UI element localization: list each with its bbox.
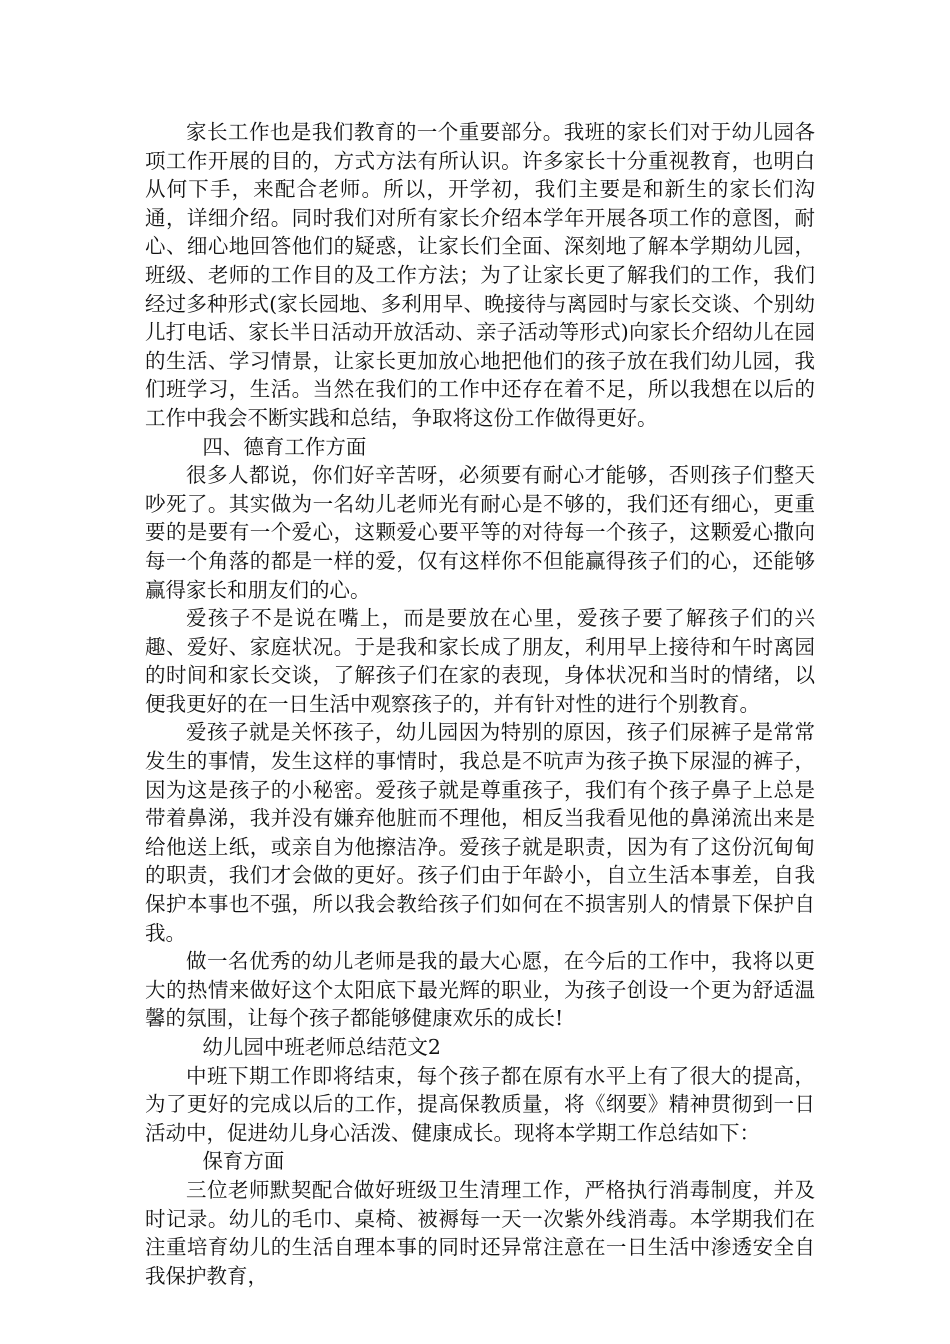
section-heading-childcare: 保育方面 (202, 1149, 285, 1174)
paragraph-love-children: 爱孩子不是说在嘴上，而是要放在心里，爱孩子要了解孩子们的兴趣、爱好、家庭状况。于是我和家长成了朋友，利用早上接待和午时离园的时间和家长交谈，了解孩子们在家的表现，身体状况和当时的情绪，以便我更好的在一日生活中观察孩子的，并有针对性的进行个别教育。 (145, 606, 815, 716)
document-title-sample-2: 幼儿园中班老师总结范文2 (202, 1035, 441, 1059)
paragraph-patience: 很多人都说，你们好辛苦呀，必须要有耐心才能够，否则孩子们整天吵死了。其实做为一名幼儿老师光有耐心是不够的，我们还有细心，更重要的是要有一个爱心，这颗爱心要平等的对待每一个孩子，这颗爱心撒向每一个角落的都是一样的爱，仅有这样你不但能赢得孩子们的心，还能够赢得家长和朋友们的心。 (145, 463, 815, 602)
paragraph-summary-intro: 中班下期工作即将结束，每个孩子都在原有水平上有了很大的提高，为了更好的完成以后的工作，提高保教质量，将《纲要》精神贯彻到一日活动中，促进幼儿身心活泼、健康成长。现将本学期工作总结如下： (145, 1063, 815, 1145)
section-heading-moral-education: 四、德育工作方面 (202, 434, 367, 459)
paragraph-parent-work: 家长工作也是我们教育的一个重要部分。我班的家长们对于幼儿园各项工作开展的目的，方式方法有所认识。许多家长十分重视教育，也明白从何下手，来配合老师。所以，开学初，我们主要是和新生的家长们沟通，详细介绍。同时我们对所有家长介绍本学年开展各项工作的意图，耐心、细心地回答他们的疑惑，让家长们全面、深刻地了解本学期幼儿园，班级、老师的工作目的及工作方法；为了让家长更了解我们的工作，我们经过多种形式(家长园地、多利用早、晚接待与离园时与家长交谈、个别幼儿打电话、家长半日活动开放活动、亲子活动等形式)向家长介绍幼儿在园的生活、学习情景，让家长更加放心地把他们的孩子放在我们幼儿园，我们班学习，生活。当然在我们的工作中还存在着不足，所以我想在以后的工作中我会不断实践和总结，争取将这份工作做得更好。 (145, 120, 815, 430)
paragraph-care-children: 爱孩子就是关怀孩子，幼儿园因为特别的原因，孩子们尿裤子是常常发生的事情，发生这样的事情时，我总是不吭声为孩子换下尿湿的裤子，因为这是孩子的小秘密。爱孩子就是尊重孩子，我们有个孩子鼻子上总是带着鼻涕，我并没有嫌弃他脏而不理他，相反当我看见他的鼻涕流出来是给他送上纸，或亲自为他擦洁净。爱孩子就是职责，因为有了这份沉甸甸的职责，我们才会做的更好。孩子们由于年龄小，自立生活本事差，自我保护本事也不强，所以我会教给孩子们如何在不损害别人的情景下保护自我。 (145, 720, 815, 945)
paragraph-wish: 做一名优秀的幼儿老师是我的最大心愿，在今后的工作中，我将以更大的热情来做好这个太阳底下最光辉的职业，为孩子创设一个更为舒适温馨的氛围，让每个孩子都能够健康欢乐的成长! (145, 949, 815, 1031)
paragraph-hygiene: 三位老师默契配合做好班级卫生清理工作，严格执行消毒制度，并及时记录。幼儿的毛巾、桌椅、被褥每一天一次紫外线消毒。本学期我们在注重培育幼儿的生活自理本事的同时还异常注意在一日生活中渗透安全自我保护教育， (145, 1177, 815, 1288)
document-body (145, 118, 815, 1290)
